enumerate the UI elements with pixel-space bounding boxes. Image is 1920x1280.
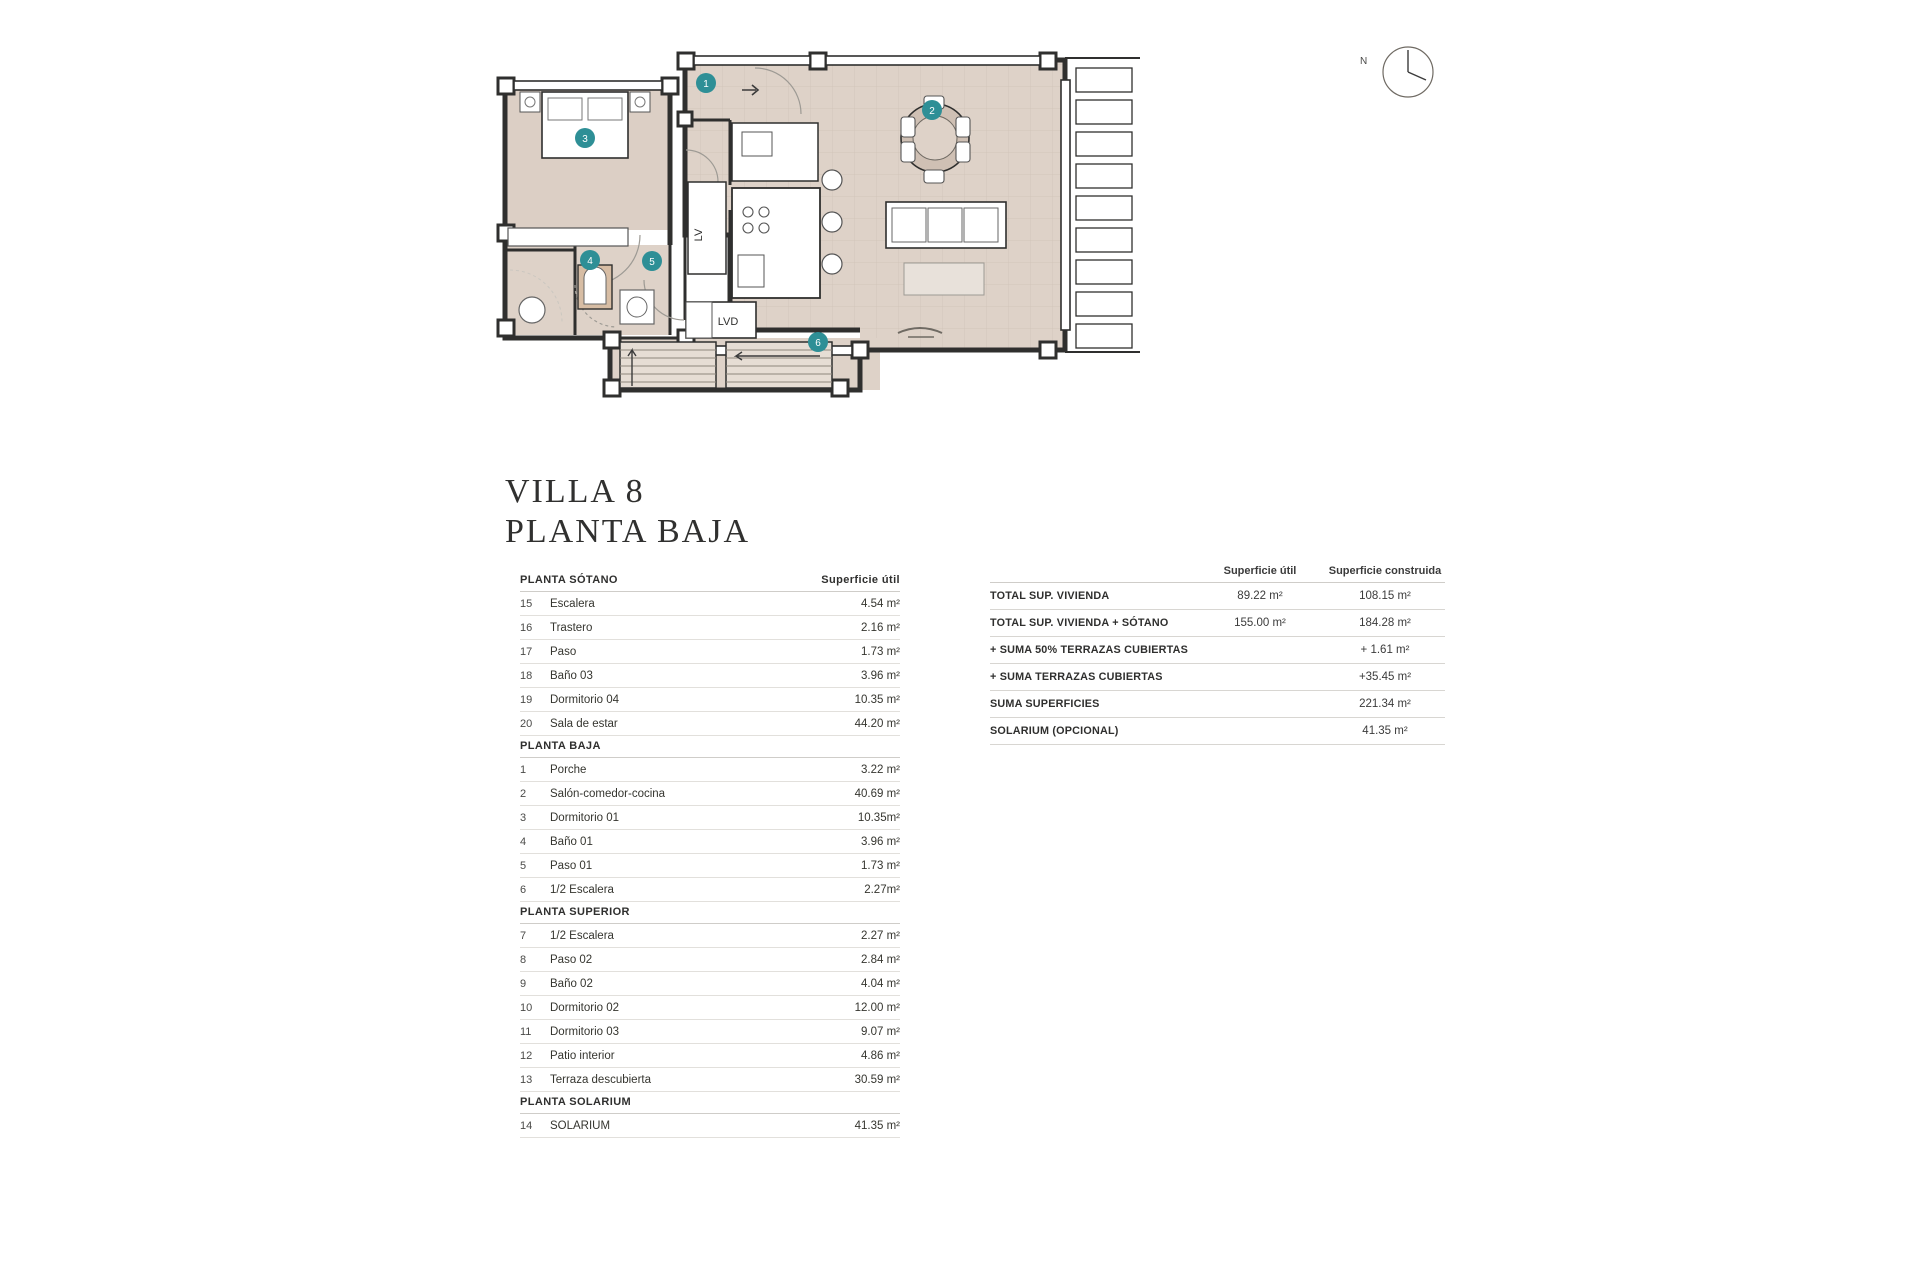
totals-row-useful: 155.00 m² xyxy=(1234,617,1286,629)
table-row xyxy=(520,806,900,830)
totals-row xyxy=(990,583,1445,610)
row-area: 1.73 m² xyxy=(861,645,900,658)
totals-row-built: 184.28 m² xyxy=(1359,617,1411,629)
table-row xyxy=(520,616,900,640)
table-row xyxy=(520,782,900,806)
row-number: 18 xyxy=(520,669,533,682)
row-area: 3.96 m² xyxy=(861,835,900,848)
totals-row xyxy=(990,691,1445,718)
row-number: 12 xyxy=(520,1049,533,1062)
table-row xyxy=(520,592,900,616)
compass-icon xyxy=(1360,40,1450,110)
row-area: 40.69 m² xyxy=(854,787,900,800)
title-line-1: VILLA 8 xyxy=(505,473,645,510)
row-number: 8 xyxy=(520,953,527,966)
totals-header-row xyxy=(990,565,1445,583)
totals-header-col1: Superficie útil xyxy=(1223,565,1297,577)
row-label: Trastero xyxy=(550,621,593,634)
totals-table xyxy=(990,565,1445,745)
row-number: 15 xyxy=(520,597,533,610)
row-number: 13 xyxy=(520,1073,533,1086)
row-area: 2.16 m² xyxy=(861,621,900,634)
marker-6: 6 xyxy=(815,338,821,349)
compass-north-label: N xyxy=(1360,56,1368,67)
totals-row xyxy=(990,664,1445,691)
row-label: Porche xyxy=(550,763,587,776)
row-number: 2 xyxy=(520,787,527,800)
section-header-label: PLANTA BAJA xyxy=(520,740,601,752)
row-label: Escalera xyxy=(550,597,595,610)
table-row xyxy=(520,1114,900,1138)
row-area: 9.07 m² xyxy=(861,1025,900,1038)
row-number: 14 xyxy=(520,1119,533,1132)
row-area: 2.27 m² xyxy=(861,929,900,942)
totals-row-label: TOTAL SUP. VIVIENDA xyxy=(990,590,1110,602)
totals-row-built: +35.45 m² xyxy=(1358,671,1412,683)
totals-row-label: SUMA SUPERFICIES xyxy=(990,698,1100,710)
marker-3: 3 xyxy=(582,134,588,145)
row-label: Sala de estar xyxy=(550,717,618,730)
lvd-closet xyxy=(686,302,756,338)
row-area: 2.84 m² xyxy=(861,953,900,966)
lvd-label: LVD xyxy=(717,316,739,328)
table-row xyxy=(520,996,900,1020)
totals-row-label: + SUMA 50% TERRAZAS CUBIERTAS xyxy=(990,644,1189,656)
row-area: 10.35 m² xyxy=(854,693,900,706)
page-title xyxy=(505,472,750,552)
row-label: Salón-comedor-cocina xyxy=(550,787,666,800)
row-area: 12.00 m² xyxy=(854,1001,900,1014)
lv-label: LV xyxy=(693,228,705,242)
row-area: 10.35m² xyxy=(857,811,900,824)
totals-header-col2: Superficie construida xyxy=(1328,565,1442,577)
table-row xyxy=(520,758,900,782)
marker-5: 5 xyxy=(649,257,655,268)
row-number: 6 xyxy=(520,883,527,896)
table-row xyxy=(520,948,900,972)
row-area: 44.20 m² xyxy=(854,717,900,730)
row-label: 1/2 Escalera xyxy=(550,883,614,896)
totals-row-built: 108.15 m² xyxy=(1359,590,1411,602)
totals-row xyxy=(990,637,1445,664)
totals-row-label: TOTAL SUP. VIVIENDA + SÓTANO xyxy=(990,617,1169,629)
surface-schedule-table xyxy=(520,570,900,1138)
row-area: 30.59 m² xyxy=(854,1073,900,1086)
section-header-label: PLANTA SUPERIOR xyxy=(520,906,630,918)
row-area: 4.86 m² xyxy=(861,1049,900,1062)
table-row xyxy=(520,640,900,664)
section-header-label: PLANTA SOLARIUM xyxy=(520,1096,632,1108)
row-label: Baño 01 xyxy=(550,835,593,848)
floor-plan-svg xyxy=(480,20,1480,470)
row-area: 3.22 m² xyxy=(861,763,900,776)
row-label: Terraza descubierta xyxy=(550,1073,651,1086)
row-label: Baño 03 xyxy=(550,669,593,682)
section-header xyxy=(520,736,900,758)
totals-row-label: + SUMA TERRAZAS CUBIERTAS xyxy=(990,671,1163,683)
row-area: 4.04 m² xyxy=(861,977,900,990)
row-label: Patio interior xyxy=(550,1049,615,1062)
section-header-label: PLANTA SÓTANO xyxy=(520,574,618,586)
row-label: Dormitorio 02 xyxy=(550,1001,620,1014)
totals-row-built: 41.35 m² xyxy=(1362,725,1408,737)
row-number: 20 xyxy=(520,717,533,730)
table-row xyxy=(520,854,900,878)
totals-header-blank xyxy=(990,565,1195,577)
table-row xyxy=(520,878,900,902)
totals-row-built: + 1.61 m² xyxy=(1360,644,1410,656)
row-number: 7 xyxy=(520,929,527,942)
row-label: Baño 02 xyxy=(550,977,593,990)
totals-row-label: SOLARIUM (OPCIONAL) xyxy=(990,725,1119,737)
compass-rose xyxy=(1360,40,1450,110)
row-area: 2.27m² xyxy=(864,883,900,896)
exterior-paving xyxy=(1076,68,1132,348)
table-row xyxy=(520,1068,900,1092)
row-number: 11 xyxy=(520,1025,532,1038)
staircase xyxy=(620,342,832,388)
row-label: Paso 01 xyxy=(550,859,593,872)
marker-1: 1 xyxy=(703,79,709,90)
row-number: 17 xyxy=(520,645,533,658)
marker-4: 4 xyxy=(587,256,593,267)
row-label: Dormitorio 01 xyxy=(550,811,620,824)
row-label: SOLARIUM xyxy=(550,1119,611,1132)
totals-row-useful: 89.22 m² xyxy=(1237,590,1283,602)
totals-row xyxy=(990,610,1445,637)
row-area: 41.35 m² xyxy=(854,1119,900,1132)
table-row xyxy=(520,664,900,688)
table-row xyxy=(520,830,900,854)
table-row xyxy=(520,712,900,736)
row-label: Paso xyxy=(550,645,577,658)
section-header xyxy=(520,902,900,924)
row-label: 1/2 Escalera xyxy=(550,929,614,942)
totals-row xyxy=(990,718,1445,745)
title-line-2: PLANTA BAJA xyxy=(505,513,751,551)
row-number: 1 xyxy=(520,763,527,776)
row-number: 4 xyxy=(520,835,527,848)
table-row xyxy=(520,1044,900,1068)
row-number: 9 xyxy=(520,977,527,990)
table-row xyxy=(520,1020,900,1044)
row-label: Dormitorio 04 xyxy=(550,693,620,706)
row-number: 5 xyxy=(520,859,527,872)
section-header xyxy=(520,570,900,592)
totals-row-built: 221.34 m² xyxy=(1359,698,1411,710)
row-area: 1.73 m² xyxy=(861,859,900,872)
section-header-unit: Superficie útil xyxy=(821,574,900,586)
marker-2: 2 xyxy=(929,106,935,117)
row-number: 3 xyxy=(520,811,527,824)
row-label: Paso 02 xyxy=(550,953,593,966)
table-row xyxy=(520,972,900,996)
floor-plan-drawing xyxy=(480,20,1480,470)
row-area: 3.96 m² xyxy=(861,669,900,682)
row-number: 16 xyxy=(520,621,533,634)
row-number: 19 xyxy=(520,693,533,706)
row-area: 4.54 m² xyxy=(861,597,900,610)
section-header xyxy=(520,1092,900,1114)
table-row xyxy=(520,688,900,712)
table-row xyxy=(520,924,900,948)
row-number: 10 xyxy=(520,1001,533,1014)
row-label: Dormitorio 03 xyxy=(550,1025,620,1038)
